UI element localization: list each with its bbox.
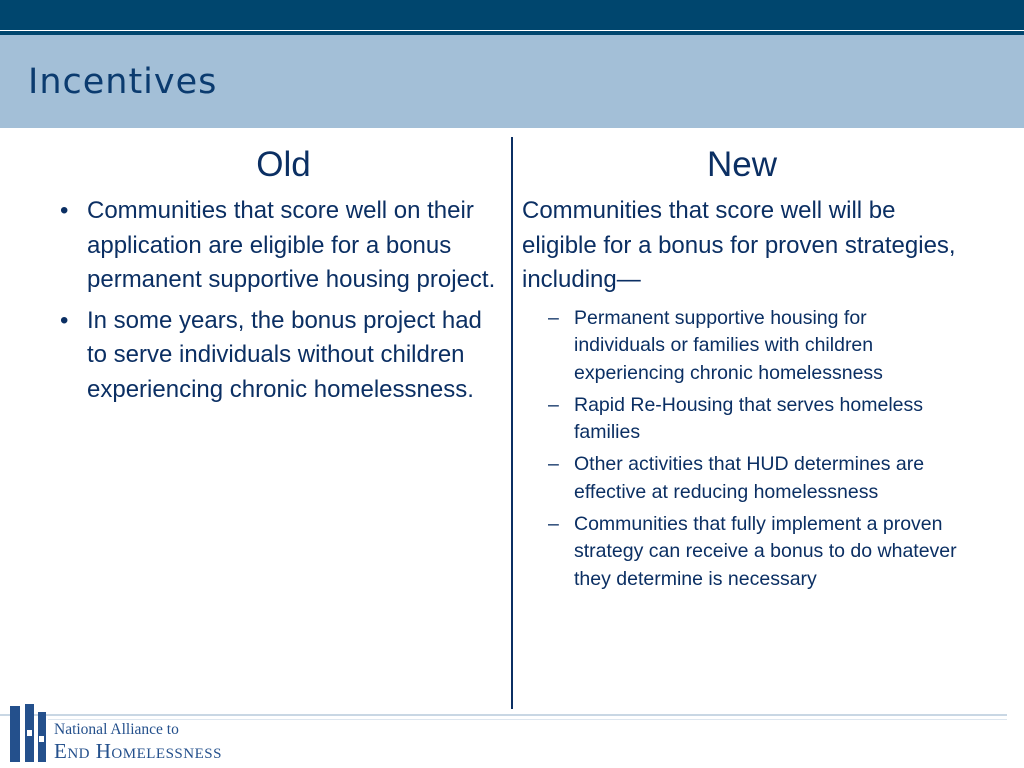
old-column — [50, 138, 505, 413]
slide-title: Incentives — [28, 62, 218, 102]
old-bullet-1-text: Communities that score well on their application are eligible for a bonus permanent supportive housing project. — [87, 197, 496, 293]
new-subitem-1 — [548, 305, 962, 388]
org-name-line1: National Alliance to — [54, 721, 179, 738]
new-subitem-4-text: Communities that fully implement a proven strategy can receive a bonus to do whatever they determine is necessary — [574, 512, 957, 590]
new-subitem-2 — [548, 392, 962, 447]
new-lead-text: Communities that score well will be eligible for a bonus for proven strategies, including— — [522, 197, 956, 293]
new-subitem-list — [522, 305, 962, 594]
new-subitem-3-text: Other activities that HUD determines are effective at reducing homelessness — [574, 453, 925, 503]
org-name — [54, 720, 222, 763]
dash-icon: – — [548, 306, 559, 329]
old-bullet-2 — [50, 304, 505, 408]
column-divider — [511, 137, 513, 709]
dash-icon: – — [548, 393, 559, 416]
bullet-dot-icon: • — [60, 197, 69, 224]
old-bullet-1 — [50, 194, 505, 298]
bullet-dot-icon: • — [60, 306, 69, 334]
new-subitem-4 — [548, 511, 962, 594]
new-subitem-1-text: Permanent supportive housing for individuals or families with children experiencing chronic homelessness — [574, 306, 883, 384]
old-bullet-2-text: In some years, the bonus project had to serve individuals without children experiencing chronic homelessness. — [87, 306, 482, 403]
footer-rule — [0, 714, 1007, 716]
org-name-line2: End Homelessness — [54, 739, 222, 763]
new-subitem-3 — [548, 451, 962, 506]
new-column — [522, 138, 962, 598]
dash-icon: – — [548, 512, 559, 535]
alliance-logo-icon — [8, 700, 50, 764]
new-subitem-2-text: Rapid Re-Housing that serves homeless families — [574, 393, 924, 443]
old-bullet-list — [50, 194, 505, 407]
top-bar — [0, 0, 1024, 30]
dash-icon: – — [548, 453, 559, 475]
new-heading: New — [706, 145, 778, 184]
old-heading: Old — [256, 145, 311, 184]
